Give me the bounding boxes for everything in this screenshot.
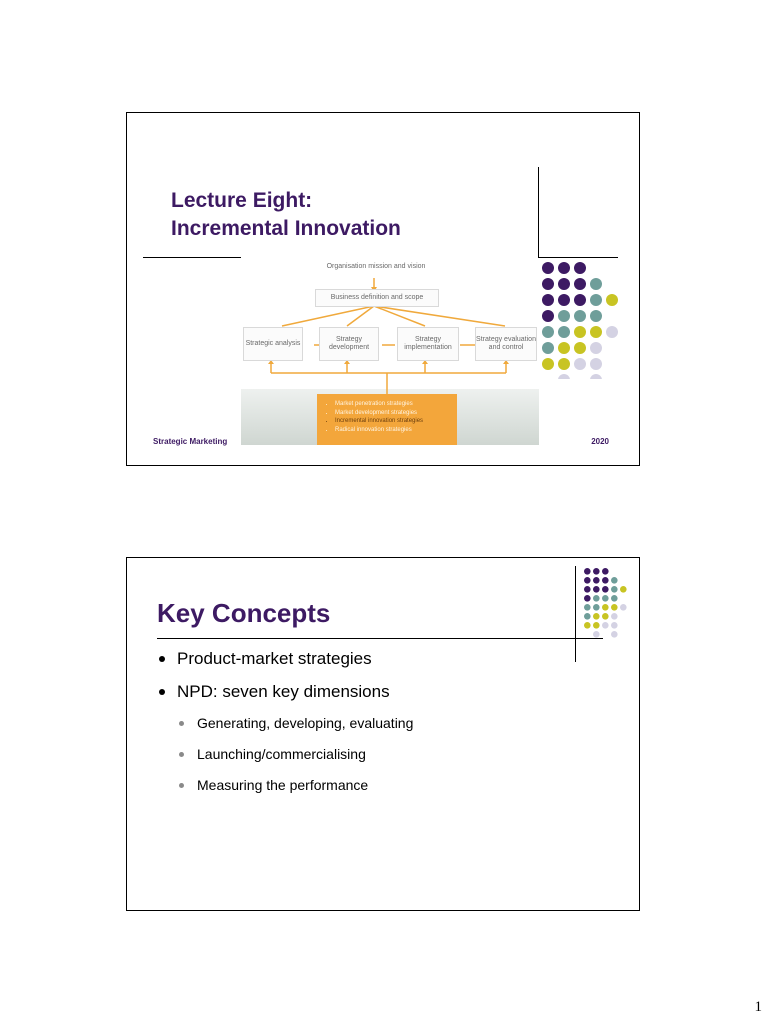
decorative-dot (593, 595, 600, 602)
decorative-dot (620, 586, 627, 593)
bullet-text: Product-market strategies (177, 649, 372, 668)
decorative-dot (593, 613, 600, 620)
decorative-dot-grid (541, 261, 631, 379)
decorative-dot (593, 604, 600, 611)
decorative-dot (584, 622, 591, 629)
decorative-dot (584, 595, 591, 602)
decorative-dot (606, 294, 618, 306)
decorative-dot (606, 326, 618, 338)
decorative-dot (558, 262, 570, 274)
page-number: 1 (754, 999, 762, 1015)
bullet-text: Measuring the performance (197, 777, 369, 793)
bullet-dot-icon (179, 721, 184, 726)
stage-strategy-evaluation: Strategy evaluation and control (475, 327, 537, 361)
decorative-dot (590, 342, 602, 354)
sub-bullet-item (157, 746, 617, 763)
decorative-dot (602, 577, 609, 584)
slide-title: Key Concepts (157, 598, 331, 628)
decorative-dot (602, 595, 609, 602)
decorative-dot (611, 613, 618, 620)
strategies-list (325, 400, 457, 434)
decorative-dot (593, 631, 600, 638)
decorative-dot (590, 278, 602, 290)
decorative-dot (558, 342, 570, 354)
strategy-item: • Market development strategies (335, 409, 457, 418)
divider-horizontal-left (143, 257, 241, 258)
decorative-dot (558, 294, 570, 306)
bullet-dot-icon (159, 689, 165, 695)
strategy-item: • Radical innovation strategies (335, 426, 457, 435)
slide-title (171, 187, 401, 243)
divider-vertical (575, 566, 576, 662)
bullet-dot-icon (179, 783, 184, 788)
decorative-dot (574, 278, 586, 290)
bullet-item (157, 682, 617, 702)
divider-horizontal (157, 638, 603, 639)
divider-horizontal-right (538, 257, 618, 258)
sub-bullet-item (157, 715, 617, 732)
decorative-dot (602, 586, 609, 593)
decorative-dot (584, 586, 591, 593)
bullet-item (157, 649, 617, 669)
decorative-dot (574, 262, 586, 274)
decorative-dot (574, 342, 586, 354)
bullet-text: Generating, developing, evaluating (197, 715, 414, 731)
decorative-dot (542, 278, 554, 290)
title-line-2: Incremental Innovation (171, 217, 401, 240)
decorative-dot (584, 613, 591, 620)
strategy-process-diagram (241, 257, 539, 445)
title-line-1: Lecture Eight: (171, 189, 313, 212)
stage-strategy-development: Strategy development (319, 327, 379, 361)
decorative-dot (611, 577, 618, 584)
strategy-item: • Market penetration strategies (335, 400, 457, 409)
stage-strategic-analysis: Strategic analysis (243, 327, 303, 361)
decorative-dot (593, 568, 600, 575)
mission-vision-box: Organisation mission and vision (326, 263, 426, 270)
decorative-dot (574, 310, 586, 322)
decorative-dot (542, 294, 554, 306)
decorative-dot (590, 358, 602, 370)
decorative-dot (611, 622, 618, 629)
decorative-dot (590, 310, 602, 322)
decorative-dot (558, 374, 570, 379)
slide-key-concepts (126, 557, 640, 911)
decorative-dot (590, 326, 602, 338)
decorative-dot (620, 604, 627, 611)
decorative-dot (574, 326, 586, 338)
business-definition-box: Business definition and scope (315, 289, 439, 307)
decorative-dot (611, 595, 618, 602)
decorative-dot (584, 577, 591, 584)
strategy-item-highlighted: • Incremental innovation strategies (335, 417, 457, 426)
decorative-dot (558, 310, 570, 322)
decorative-dot (558, 278, 570, 290)
decorative-dot (593, 622, 600, 629)
footer-year: 2020 (591, 437, 609, 446)
decorative-dot (602, 604, 609, 611)
divider-vertical (538, 167, 539, 257)
decorative-dot (542, 326, 554, 338)
decorative-dot (542, 310, 554, 322)
decorative-dot (611, 604, 618, 611)
decorative-dot (584, 604, 591, 611)
decorative-dot (542, 342, 554, 354)
decorative-dot (602, 622, 609, 629)
decorative-dot (611, 631, 618, 638)
bullet-dot-icon (179, 752, 184, 757)
slide-lecture-eight (126, 112, 640, 466)
decorative-dot-grid (583, 567, 643, 639)
decorative-dot (611, 586, 618, 593)
decorative-dot (558, 326, 570, 338)
decorative-dot (602, 568, 609, 575)
footer-course-name: Strategic Marketing (153, 437, 228, 446)
decorative-dot (542, 262, 554, 274)
decorative-dot (602, 613, 609, 620)
decorative-dot (558, 358, 570, 370)
bullet-dot-icon (159, 656, 165, 662)
decorative-dot (584, 568, 591, 575)
decorative-dot (590, 294, 602, 306)
decorative-dot (590, 374, 602, 379)
decorative-dot (593, 586, 600, 593)
bullet-text: NPD: seven key dimensions (177, 682, 390, 701)
decorative-dot (593, 577, 600, 584)
stage-strategy-implementation: Strategy implementation (397, 327, 459, 361)
decorative-dot (574, 294, 586, 306)
decorative-dot (574, 358, 586, 370)
bullet-list (157, 649, 617, 808)
strategies-box (317, 394, 457, 445)
decorative-dot (542, 358, 554, 370)
bullet-text: Launching/commercialising (197, 746, 366, 762)
sub-bullet-item (157, 777, 617, 794)
